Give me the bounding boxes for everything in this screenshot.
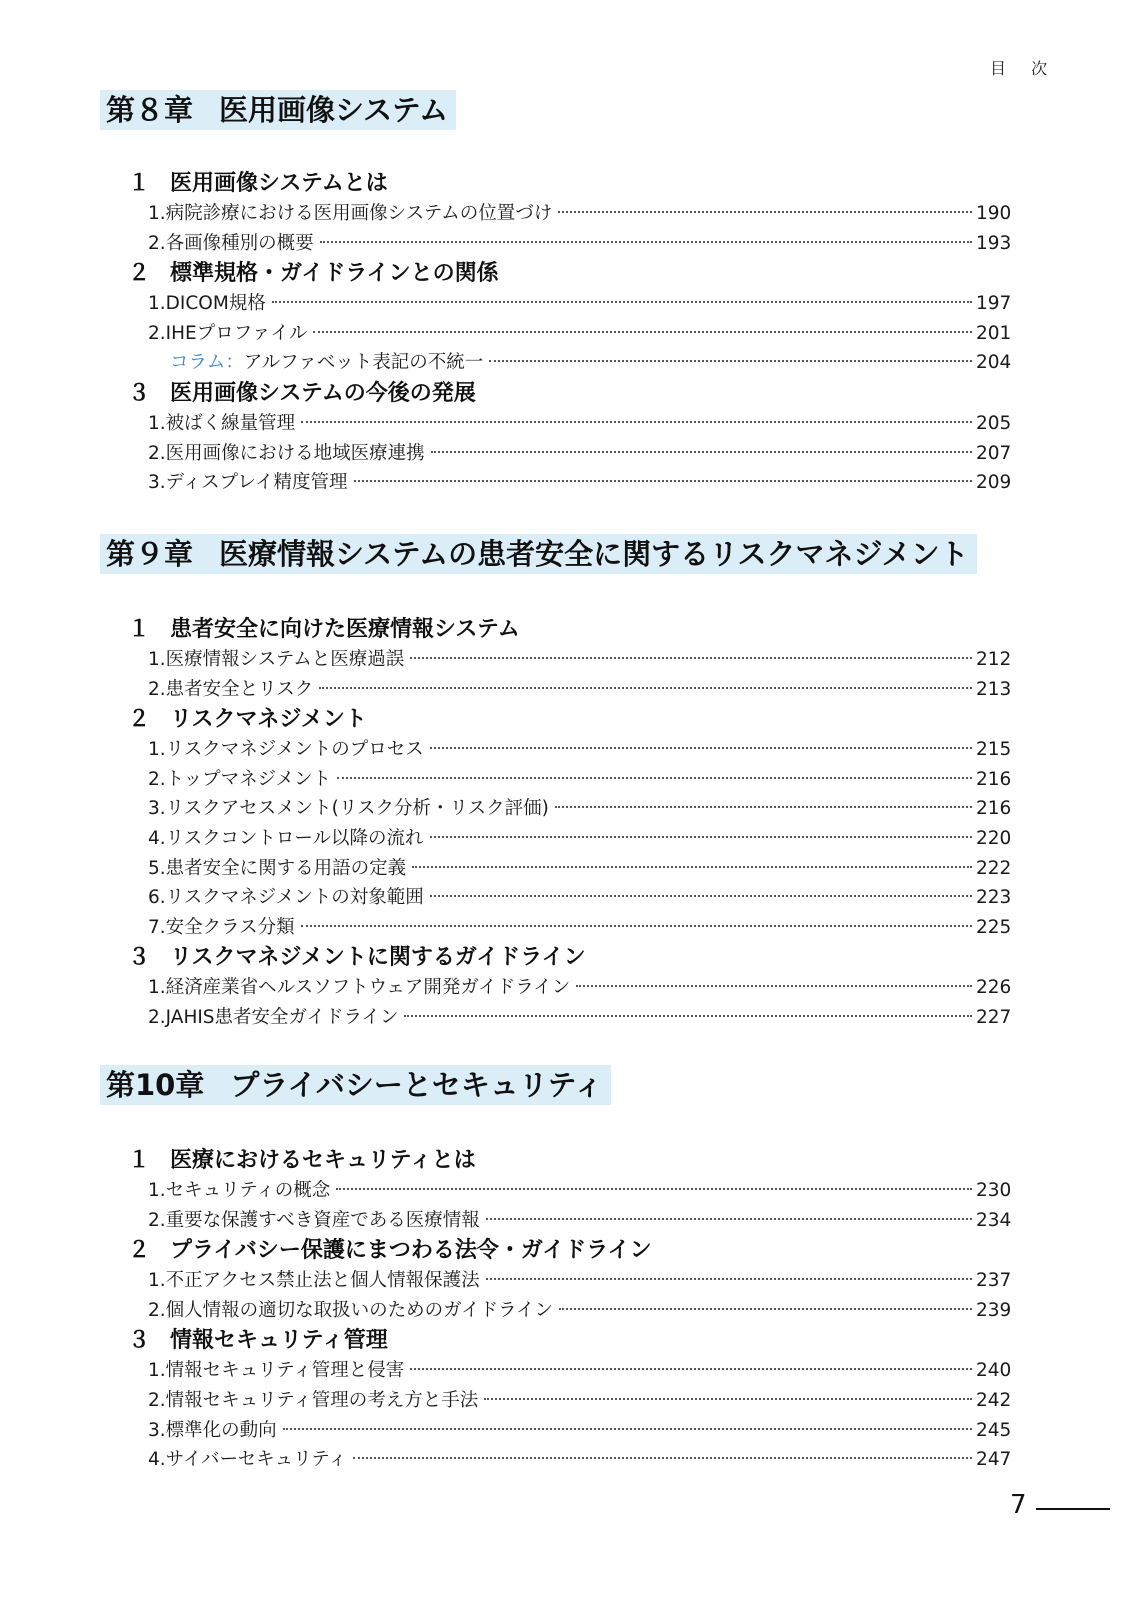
page-ref: 212 xyxy=(976,649,1012,670)
section-heading: １ 医用画像システムとは xyxy=(128,171,388,196)
chapter-name: 医用画像システム xyxy=(219,93,449,127)
toc-entry[interactable]: 2. JAHIS患者安全ガイドライン 227 xyxy=(148,1003,1010,1033)
chapter-title xyxy=(100,1065,611,1105)
page-ref: 222 xyxy=(976,857,1012,879)
chapter-number: 第８章 xyxy=(106,93,194,127)
page-number: 7 xyxy=(1010,1490,1027,1520)
page-ref: 226 xyxy=(976,977,1012,999)
page-ref: 234 xyxy=(976,1209,1012,1231)
column-prefix: コラム： xyxy=(170,352,244,374)
toc-entry[interactable]: 1. 病院診療における医用画像システムの位置づけ 190 xyxy=(148,199,1010,229)
dot-leader xyxy=(301,925,972,927)
chapter-number: 第10章 xyxy=(106,1068,205,1102)
dot-leader xyxy=(410,1368,972,1370)
dot-leader xyxy=(555,806,972,808)
dot-leader xyxy=(559,1308,972,1310)
toc-entry[interactable]: 1. DICOM規格 197 xyxy=(148,289,1010,319)
page-ref: 220 xyxy=(976,827,1012,849)
toc-entry[interactable]: 4. サイバーセキュリティ 247 xyxy=(148,1445,1010,1475)
page-number-rule xyxy=(1036,1508,1110,1510)
page-ref: 223 xyxy=(976,887,1012,909)
toc-entry[interactable]: 2. 重要な保護すべき資産である医療情報 234 xyxy=(148,1206,1010,1236)
section-heading: ３ 医用画像システムの今後の発展 xyxy=(128,380,476,406)
page-ref: 201 xyxy=(976,322,1012,344)
page-ref: 240 xyxy=(976,1360,1012,1382)
toc-entry[interactable]: 5. 患者安全に関する用語の定義 222 xyxy=(148,854,1010,884)
section-heading: ３ 情報セキュリティ管理 xyxy=(128,1328,388,1354)
dot-leader xyxy=(489,360,972,362)
dot-leader xyxy=(484,1398,972,1400)
dot-leader xyxy=(320,241,972,243)
dot-leader xyxy=(319,687,972,689)
section-heading: ２ プライバシー保護にまつわる法令・ガイドライン xyxy=(128,1238,652,1264)
page-ref: 193 xyxy=(976,232,1012,254)
page-ref: 205 xyxy=(976,412,1012,434)
chapter-sections xyxy=(0,1145,1133,1475)
toc-entry[interactable]: 7. 安全クラス分類 225 xyxy=(148,913,1010,943)
toc-entry[interactable]: 1. 情報セキュリティ管理と侵害 240 xyxy=(148,1356,1010,1386)
toc-entry[interactable]: 1. 被ばく線量管理 205 xyxy=(148,409,1010,439)
chapter-sections xyxy=(0,614,1133,1033)
toc-entry[interactable]: 4. リスクコントロール以降の流れ 220 xyxy=(148,824,1010,854)
dot-leader xyxy=(430,836,972,838)
page-ref: 230 xyxy=(976,1180,1012,1201)
dot-leader xyxy=(337,777,972,779)
toc-entry[interactable]: 1. セキュリティの概念 230 xyxy=(148,1176,1010,1206)
toc-entry[interactable]: 6. リスクマネジメントの対象範囲 223 xyxy=(148,883,1010,913)
toc-entry[interactable]: 3. ディスプレイ精度管理 209 xyxy=(148,468,1010,498)
toc-entry[interactable]: 3. 標準化の動向 245 xyxy=(148,1416,1010,1446)
dot-leader xyxy=(430,747,972,749)
chapter-number: 第９章 xyxy=(106,537,194,571)
chapter-name: プライバシーとセキュリティ xyxy=(230,1068,604,1102)
section-heading: １ 患者安全に向けた医療情報システム xyxy=(128,617,520,642)
dot-leader xyxy=(336,1188,972,1190)
dot-leader xyxy=(486,1278,972,1280)
page-ref: 190 xyxy=(976,203,1012,224)
dot-leader xyxy=(301,421,972,423)
toc-entry[interactable]: 2. 個人情報の適切な取扱いのためのガイドライン 239 xyxy=(148,1296,1010,1326)
dot-leader xyxy=(353,1457,972,1459)
toc-entry[interactable]: 2. 情報セキュリティ管理の考え方と手法 242 xyxy=(148,1386,1010,1416)
dot-leader xyxy=(313,331,972,333)
page-ref: 209 xyxy=(976,472,1012,494)
page-ref: 239 xyxy=(976,1299,1012,1321)
dot-leader xyxy=(576,985,972,987)
page-ref: 237 xyxy=(976,1270,1012,1292)
chapter-sections xyxy=(0,168,1133,498)
dot-leader xyxy=(354,480,972,482)
toc-entry[interactable]: 2. 患者安全とリスク 213 xyxy=(148,675,1010,705)
section-heading: ２ 標準規格・ガイドラインとの関係 xyxy=(128,261,499,287)
page-ref: 225 xyxy=(976,916,1012,938)
toc-entry[interactable]: 1. リスクマネジメントのプロセス 215 xyxy=(148,735,1010,765)
toc-entry[interactable]: 2. 各画像種別の概要 193 xyxy=(148,229,1010,259)
page-ref: 197 xyxy=(976,293,1012,315)
page-ref: 245 xyxy=(976,1419,1012,1441)
page-ref: 247 xyxy=(976,1449,1012,1471)
toc-entry[interactable]: 1. 不正アクセス禁止法と個人情報保護法 237 xyxy=(148,1266,1010,1296)
running-head: 目 次 xyxy=(990,59,1058,78)
toc-column-entry[interactable]: コラム：アルファベット表記の不統一 204 xyxy=(148,348,1010,378)
dot-leader xyxy=(410,657,972,659)
page-ref: 207 xyxy=(976,442,1012,464)
section-heading: １ 医療におけるセキュリティとは xyxy=(128,1148,476,1173)
toc-entry[interactable]: 3. リスクアセスメント(リスク分析・リスク評価) 216 xyxy=(148,794,1010,824)
section-heading: ２ リスクマネジメント xyxy=(128,707,367,733)
chapter-name: 医療情報システムの患者安全に関するリスクマネジメント xyxy=(219,537,969,571)
dot-leader xyxy=(272,301,972,303)
dot-leader xyxy=(486,1218,972,1220)
toc-entry[interactable]: 2. IHEプロファイル 201 xyxy=(148,319,1010,349)
dot-leader xyxy=(558,211,972,213)
chapter-title xyxy=(100,90,456,130)
dot-leader xyxy=(283,1428,972,1430)
toc-entry[interactable]: 2. トップマネジメント 216 xyxy=(148,765,1010,795)
page-ref: 242 xyxy=(976,1389,1012,1411)
dot-leader xyxy=(404,1015,972,1017)
dot-leader xyxy=(412,866,972,868)
page-ref: 213 xyxy=(976,678,1012,700)
dot-leader xyxy=(430,895,972,897)
page-ref: 227 xyxy=(976,1006,1012,1028)
page-ref: 215 xyxy=(976,739,1012,761)
toc-entry[interactable]: 1. 経済産業省ヘルスソフトウェア開発ガイドライン 226 xyxy=(148,973,1010,1003)
toc-entry[interactable]: 2. 医用画像における地域医療連携 207 xyxy=(148,439,1010,469)
section-heading: ３ リスクマネジメントに関するガイドライン xyxy=(128,945,586,971)
toc-entry[interactable]: 1. 医療情報システムと医療過誤 212 xyxy=(148,645,1010,675)
chapter-title xyxy=(100,534,977,574)
page-ref: 216 xyxy=(976,768,1012,790)
dot-leader xyxy=(431,451,972,453)
page-ref: 216 xyxy=(976,798,1012,820)
page-ref: 204 xyxy=(976,352,1012,374)
